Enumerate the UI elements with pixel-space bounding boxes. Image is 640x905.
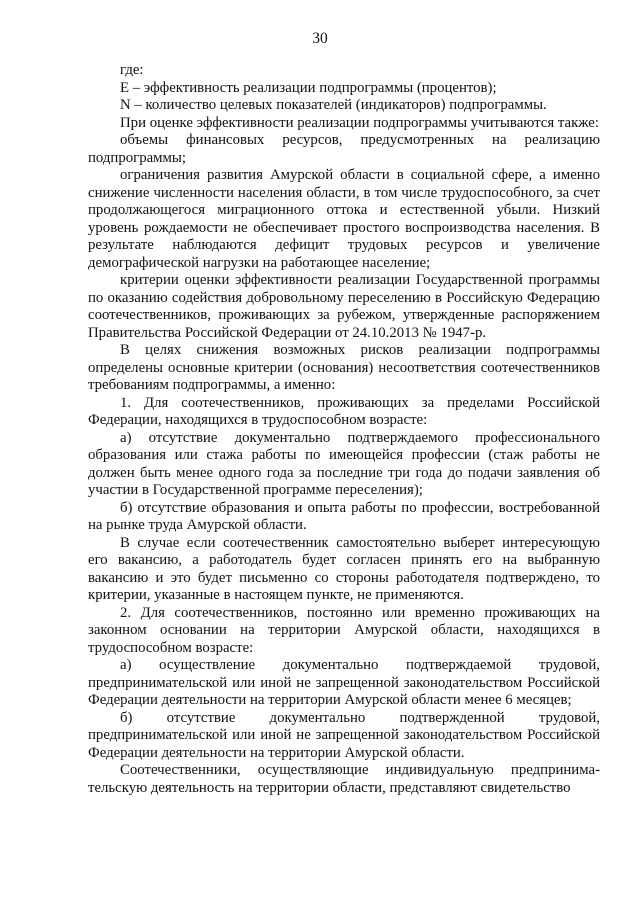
paragraph-item-1: 1. Для соотечественников, проживающих за пределами Российской Федерации, находящихся в трудоспособном возрасте: xyxy=(88,394,600,428)
paragraph-entrepreneurs: Соотечественники, осуществляющие индивидуальную предпринимательскую деятельность на территории области, представляют свидетельство xyxy=(88,762,600,796)
paragraph-item-2: 2. Для соотечественников, постоянно или временно проживающих на законном основании на территории Амурской области, находящихся в трудоспособном возрасте: xyxy=(88,604,600,656)
paragraph-social-constraints: ограничения развития Амурской области в социальной сфере, а именно снижение численности населения области, в том числе трудоспособного, за счет продолжающегося миграционного оттока и естественной убыли. Низкий уровень рождаемости не обеспечивает простого воспроизводства населения. В результате наблюдаются дефицит трудовых ресурсов и увеличение демографической нагрузки на работающее население; xyxy=(88,167,600,271)
paragraph-item-1b: б) отсутствие образования и опыта работы по профессии, востребованной на рынке труда Амурской области. xyxy=(88,499,600,533)
paragraph-evaluation-intro: При оценке эффективности реализации подпрограммы учитываются также: xyxy=(120,114,599,131)
paragraph-item-1a: а) отсутствие документально подтверждаемого профессионального образования или стажа работы по имеющейся профессии (стаж работы не должен быть менее одного года за последние три года до подачи заявления об участии в Государственной программе переселения); xyxy=(88,429,600,498)
page-number: 30 xyxy=(312,30,328,47)
paragraph-item-2b: б) отсутствие документально подтвержденной трудовой, предпринимательской или иной не запрещенной законодательством Российской Федерации деятельности на территории Амурской области. xyxy=(88,709,600,761)
paragraph-item-2a: а) осуществление документально подтверждаемой трудовой, предпринимательской или иной не запрещенной законодательством Российской Федерации деятельности на территории Амурской области менее 6 месяцев; xyxy=(88,657,600,708)
paragraph-definition-e: E – эффективность реализации подпрограммы (процентов); xyxy=(120,79,497,96)
paragraph-definition-n: N – количество целевых показателей (индикаторов) подпрограммы. xyxy=(120,97,547,113)
paragraph-risk-criteria: В целях снижения возможных рисков реализации подпрограммы определены основные критерии (основания) несоответствия соотечественников требованиям подпрограммы, а именно: xyxy=(88,342,600,393)
paragraph-financial-resources: объемы финансовых ресурсов, предусмотренных на реализацию подпрограммы; xyxy=(88,132,600,166)
paragraph-where: где: xyxy=(120,62,144,78)
document-body xyxy=(88,62,600,797)
paragraph-vacancy-exception: В случае если соотечественник самостоятельно выберет интересующую его вакансию, а работодатель будет согласен принять его на выбранную вакансию и это будет письменно со стороны работодателя подтверждено, то критерии, указанные в настоящем пункте, не применяются. xyxy=(88,534,600,603)
paragraph-state-program-criteria: критерии оценки эффективности реализации Государственной программы по оказанию содействия добровольному переселению в Российскую Федерацию соотечественников, проживающих за рубежом, утвержденные распоряжением Правительства Российской Федерации от 24.10.2013 № 1947-р. xyxy=(88,272,600,341)
